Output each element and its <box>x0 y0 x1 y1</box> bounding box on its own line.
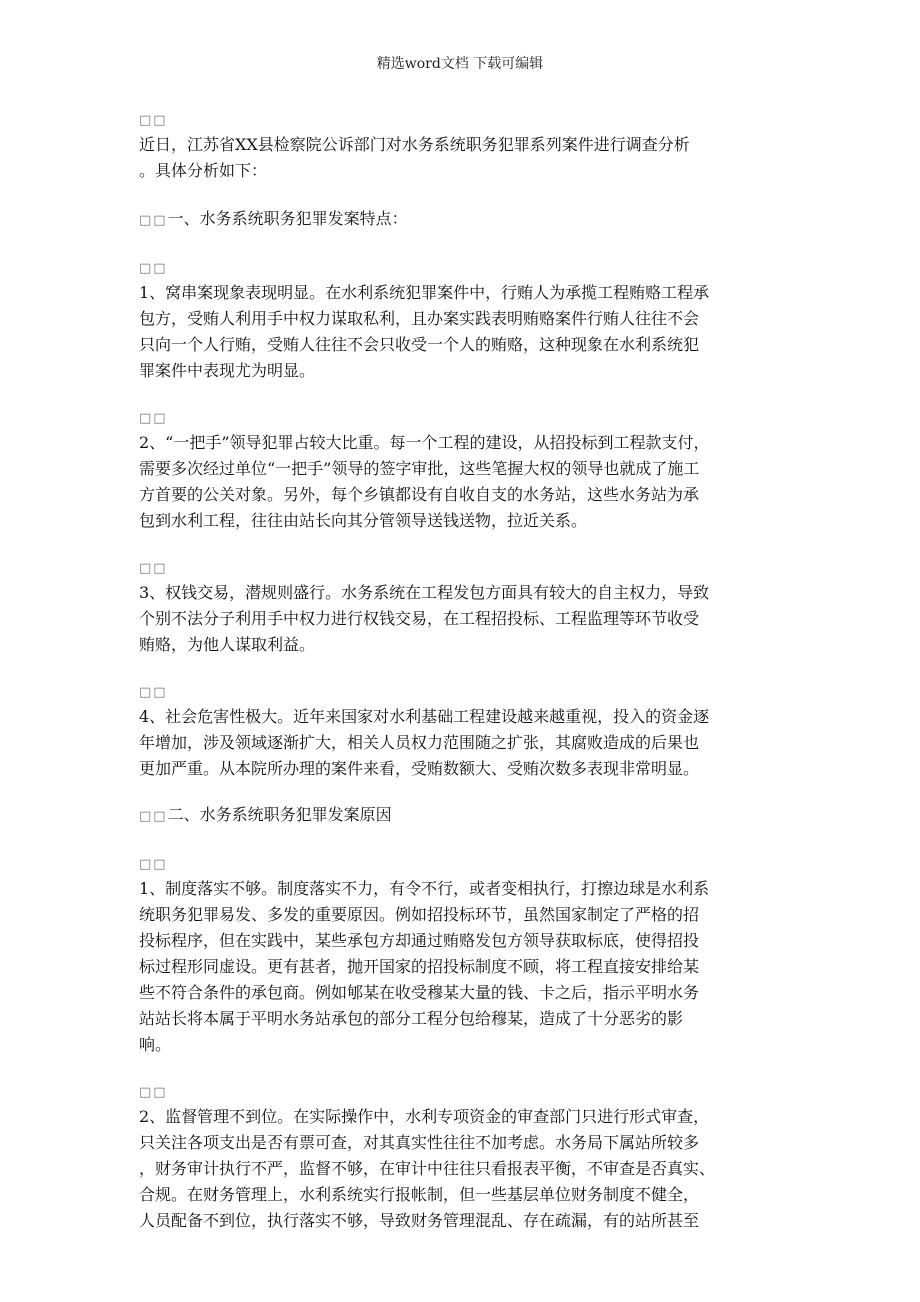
placeholder-glyphs: □□ <box>139 261 168 276</box>
intro-block <box>139 110 779 184</box>
paragraph-block-3 <box>139 558 779 658</box>
paragraph-5: 1、制度落实不够。制度落实不力，有令不行，或者变相执行，打擦边球是水利系 统职务犯罪易发、多发的重要原因。例如招投标环节，虽然国家制定了严格的招 投标程序，但在实践中，某些承包方却通过贿赂发包方领导获取标底，使得招投 标过程形同虚设。更有甚者，抛开国家的招投标制度不顾，将工程直接安排给某 些不符合条件的承包商。例如郇某在收受穆某大量的钱、卡之后，指示平明水务 站站长将本属于平明水务站承包的部分工程分包给穆某，造成了十分恶劣的影 响。 <box>139 879 710 1054</box>
paragraph-block-2 <box>139 408 779 534</box>
paragraph-block-5 <box>139 854 779 1058</box>
intro-paragraph: 近日，江苏省XX县检察院公诉部门对水务系统职务犯罪系列案件进行调查分析 。具体分析如下： <box>139 135 690 180</box>
paragraph-6: 2、监督管理不到位。在实际操作中，水利专项资金的审查部门只进行形式审查， 只关注各项支出是否有票可查，对其真实性往往不加考虑。水务局下属站所较多 ，财务审计执行不严，监督不够，在审计中往往只看报表平衡，不审查是否真实、 合规。在财务管理上，水利系统实行报帐制，但一些基层单位财务制度不健全， 人员配备不到位，执行落实不够，导致财务管理混乱、存在疏漏，有的站所甚至 <box>139 1107 716 1230</box>
placeholder-glyphs: □□ <box>139 411 168 426</box>
paragraph-block-6 <box>139 1082 779 1234</box>
paragraph-4: 4、社会危害性极大。近年来国家对水利基础工程建设越来越重视，投入的资金逐 年增加，涉及领域逐渐扩大，相关人员权力范围随之扩张，其腐败造成的后果也 更加严重。从本院所办理的案件来看，受贿数额大、受贿次数多表现非常明显。 <box>139 707 710 778</box>
section-title-2: 二、水务系统职务犯罪发案原因 <box>167 805 392 824</box>
paragraph-block-4 <box>139 682 779 782</box>
placeholder-glyphs: □□ <box>139 213 168 228</box>
placeholder-glyphs: □□ <box>139 857 168 872</box>
section-title-1: 一、水务系统职务犯罪发案特点： <box>167 209 408 228</box>
placeholder-glyphs: □□ <box>139 685 168 700</box>
paragraph-2: 2、“一把手”领导犯罪占较大比重。每一个工程的建设，从招投标到工程款支付， 需要多次经过单位“一把手”领导的签字审批，这些笔握大权的领导也就成了施工 方首要的公关对象。另外，每个乡镇都设有自收自支的水务站，这些水务站为承 包到水利工程，往往由站长向其分管领导送钱送物，拉近关系。 <box>139 433 710 530</box>
section-heading-2 <box>139 802 779 830</box>
page-header: 精选word文档 下载可编辑 <box>376 56 544 72</box>
placeholder-glyphs: □□ <box>139 561 168 576</box>
placeholder-glyphs: □□ <box>139 113 168 128</box>
section-heading-1 <box>139 206 779 234</box>
document-body <box>139 110 779 1246</box>
placeholder-glyphs: □□ <box>139 809 168 824</box>
paragraph-1: 1、窝串案现象表现明显。在水利系统犯罪案件中，行贿人为承揽工程贿赂工程承 包方，受贿人利用手中权力谋取私利，且办案实践表明贿赂案件行贿人往往不会 只向一个人行贿，受贿人往往不会只收受一个人的贿赂，这种现象在水利系统犯 罪案件中表现尤为明显。 <box>139 283 710 380</box>
paragraph-block-1 <box>139 258 779 384</box>
placeholder-glyphs: □□ <box>139 1085 168 1100</box>
paragraph-3: 3、权钱交易，潜规则盛行。水务系统在工程发包方面具有较大的自主权力，导致 个别不法分子利用手中权力进行权钱交易，在工程招投标、工程监理等环节收受 贿赂，为他人谋取利益。 <box>139 583 710 654</box>
